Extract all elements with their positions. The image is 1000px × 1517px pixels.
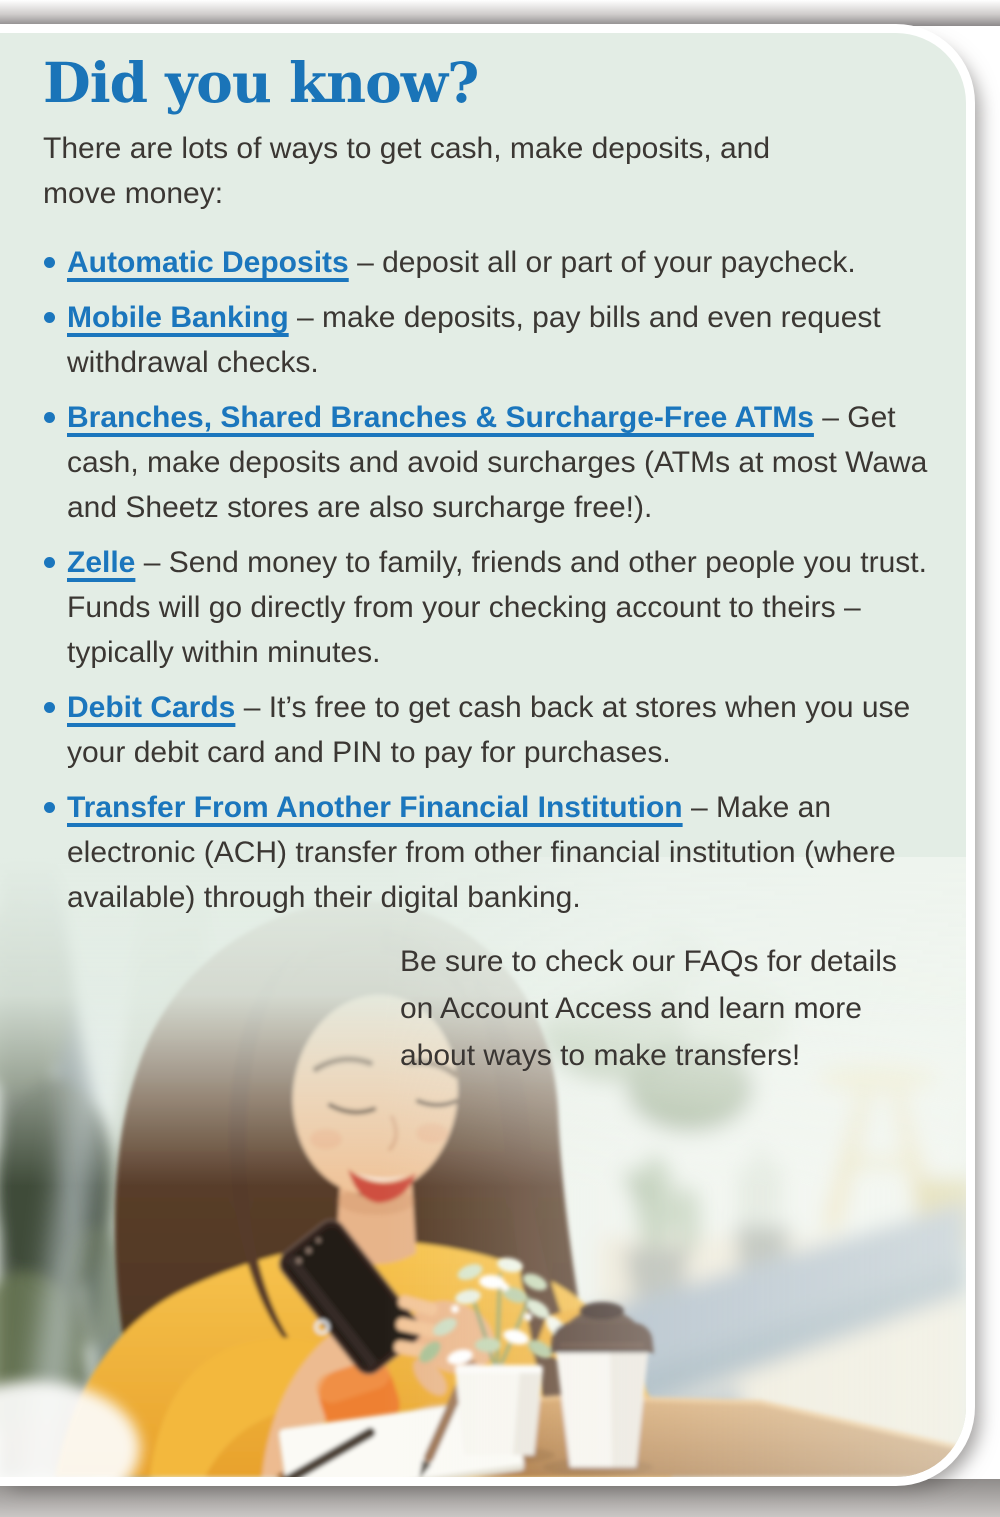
transfer-from-another-fi-link[interactable]: Transfer From Another Financial Institution	[67, 791, 683, 824]
intro-text: There are lots of ways to get cash, make deposits, and move money:	[43, 132, 771, 210]
zelle-link[interactable]: Zelle	[67, 546, 136, 579]
bullet-desc: – make deposits, pay bills and even request withdrawal checks.	[67, 301, 881, 379]
card-content	[0, 33, 966, 920]
page-shadow-bottom	[0, 1479, 1000, 1517]
photo-note: Be sure to check our FAQs for details on Account Access and learn more about ways to make transfers!	[400, 945, 897, 1072]
bullet-item-mobile-banking	[43, 295, 939, 385]
bullet-item-branches-atms	[43, 395, 939, 530]
bullet-desc: – It’s free to get cash back at stores when you use your debit card and PIN to pay for purchases.	[67, 691, 911, 769]
bullet-desc: – Send money to family, friends and other people you trust. Funds will go directly from your checking account to theirs – typically within minutes.	[67, 546, 927, 669]
bullet-list	[43, 240, 939, 920]
bullet-item-zelle	[43, 540, 939, 675]
bullet-desc: – Make an electronic (ACH) transfer from other financial institution (where available) through their digital banking.	[67, 791, 896, 914]
bullet-item-automatic-deposits	[43, 240, 939, 285]
bullet-desc: – Get cash, make deposits and avoid surcharges (ATMs at most Wawa and Sheetz stores are also surcharge free!).	[67, 401, 928, 524]
bullet-desc: – deposit all or part of your paycheck.	[357, 246, 856, 279]
debit-cards-link[interactable]: Debit Cards	[67, 691, 236, 724]
page-title: Did you know?	[43, 50, 479, 115]
page-shadow-top	[0, 0, 1000, 26]
branches-atms-link[interactable]: Branches, Shared Branches & Surcharge-Free ATMs	[67, 401, 814, 434]
mobile-banking-link[interactable]: Mobile Banking	[67, 301, 289, 334]
automatic-deposits-link[interactable]: Automatic Deposits	[67, 246, 349, 279]
bullet-item-transfer-from-another-fi	[43, 785, 939, 920]
did-you-know-card	[0, 33, 966, 1477]
bullet-item-debit-cards	[43, 685, 939, 775]
